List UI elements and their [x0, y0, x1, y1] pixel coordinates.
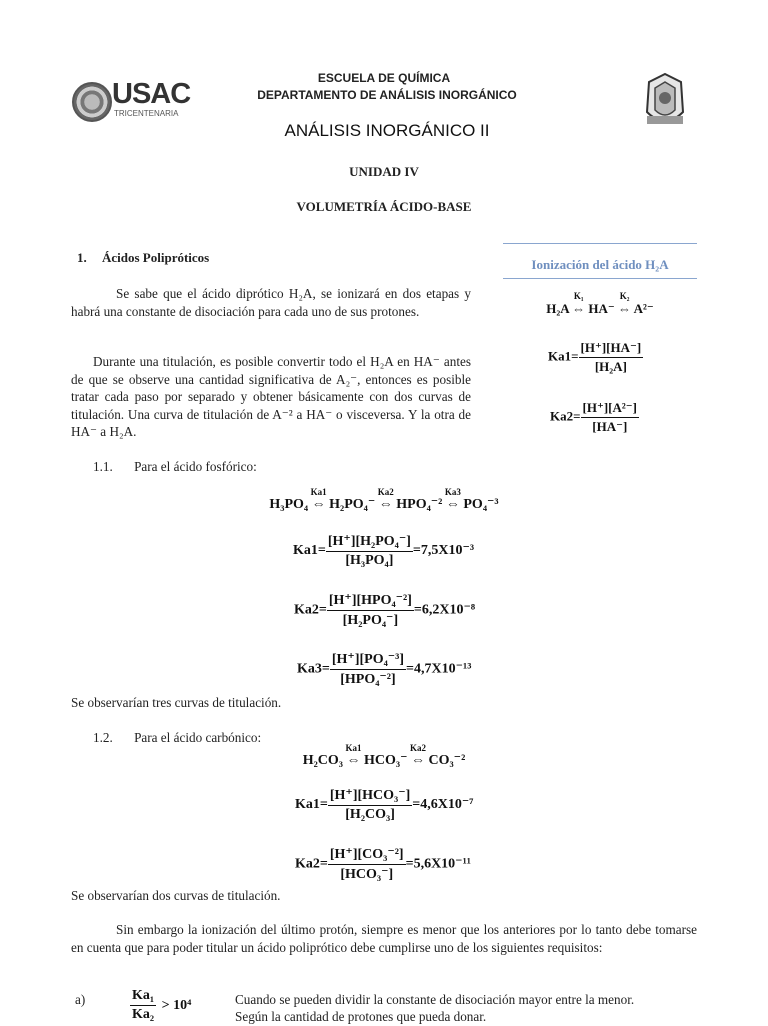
- requirement-a-fraction: [130, 988, 156, 1023]
- carbonic-ka1-value: =4,6X10⁻⁷: [412, 797, 474, 813]
- item-1-2: [93, 729, 261, 747]
- usac-logo-text: USAC: [112, 78, 191, 110]
- species-h2po4: H₂PO₄⁻: [329, 497, 376, 512]
- section-title: Ácidos Polipróticos: [102, 250, 210, 265]
- closing-paragraph: Sin embargo la ionización del último protón, siempre es menor que los anteriores por lo tanto debe tomarse en cuenta que para poder titular un ácido poliprótico debe cumplirse uno de los siguientes requisitos:: [71, 922, 697, 955]
- phosphoric-ka2-num: [H⁺][HPO₄⁻²]: [327, 592, 414, 611]
- sidebar-reaction: [503, 291, 697, 317]
- species-hco3: HCO₃⁻: [364, 753, 408, 768]
- phosphoric-ka2-label: Ka2: [294, 602, 319, 618]
- sidebar-ka1-num: [H⁺][HA⁻]: [579, 340, 644, 358]
- sidebar-k2-label: K₂: [619, 291, 630, 301]
- phosphoric-arrow-2: ⇔ Ka2: [377, 487, 394, 512]
- requirement-a-inequality: > 10⁴: [161, 997, 192, 1013]
- phosphoric-arrow-3: ⇔ Ka3: [444, 487, 461, 512]
- sidebar-ka1-label: Ka1: [548, 348, 572, 364]
- section-number: 1.: [77, 250, 87, 265]
- phosphoric-ka1-value: =7,5X10⁻³: [412, 543, 475, 559]
- sidebar-ka2-fraction: [581, 400, 639, 435]
- sidebar-arrow-1: ⇔ K₁: [572, 291, 586, 316]
- sidebar-top-rule: [503, 243, 697, 244]
- phosphoric-k2-label: Ka2: [377, 487, 394, 497]
- phosphoric-ka1-equation: Ka1= $\frac{\text{[H⁺][H₂PO₄⁻]}}{\text{[H₃PO₄]}}$ =7,5X10⁻³: [293, 534, 475, 568]
- phosphoric-ka3-value: =4,7X10⁻¹³: [406, 661, 472, 677]
- phosphoric-ka3-den: [HPO₄⁻²]: [340, 672, 396, 687]
- species-h2co3: H₂CO₃: [302, 753, 343, 768]
- item-1-2-text: Para el ácido carbónico:: [134, 730, 262, 745]
- species-co3: CO₃⁻²: [428, 753, 466, 768]
- sidebar-species-h2a: H₂A: [546, 301, 569, 316]
- item-1-2-number: 1.2.: [93, 730, 113, 745]
- sidebar-box: [503, 243, 697, 453]
- phosphoric-reaction: [0, 487, 768, 513]
- carbonic-ka2-den: [HCO₃⁻]: [340, 867, 394, 882]
- school-name: ESCUELA DE QUÍMICA: [317, 71, 451, 85]
- carbonic-ka1-den: [H₂CO₃]: [345, 807, 395, 822]
- requirement-a-den: Ka₂: [132, 1007, 155, 1022]
- phosphoric-ka3-num: [H⁺][PO₄⁻³]: [330, 651, 406, 670]
- carbonic-reaction: [0, 743, 768, 769]
- carbonic-ka2-value: =5,6X10⁻¹¹: [405, 856, 471, 872]
- sidebar-species-ha: HA⁻: [588, 301, 615, 316]
- carbonic-arrow-1: ⇔ Ka1: [345, 743, 362, 768]
- phosphoric-ka3-fraction: [330, 651, 406, 688]
- carbonic-arrow-2: ⇔ Ka2: [409, 743, 426, 768]
- carbonic-note: Se observarían dos curvas de titulación.: [71, 888, 281, 903]
- sidebar-k1-label: K₁: [573, 291, 584, 301]
- phosphoric-ka3-label: Ka3: [297, 661, 322, 677]
- phosphoric-ka2-equation: Ka2= $\frac{\text{[H⁺][HPO₄⁻²]}}{\text{[H₂PO₄⁻]}}$ =6,2X10⁻⁸: [294, 593, 476, 628]
- requirement-a-text-1: Cuando se pueden dividir la constante de disociación mayor entre la menor.: [235, 992, 635, 1007]
- item-1-1: [93, 458, 257, 476]
- phosphoric-k1-label: Ka1: [310, 487, 327, 497]
- carbonic-k2-label: Ka2: [409, 743, 426, 753]
- requirement-a-num: Ka₁: [130, 988, 156, 1006]
- phosphoric-ka1-num: [H⁺][H₂PO₄⁻]: [326, 533, 413, 552]
- phosphoric-ka2-den: [H₂PO₄⁻]: [342, 613, 399, 628]
- carbonic-ka1-fraction: [328, 787, 412, 823]
- sidebar-ka2-den: [HA⁻]: [592, 419, 628, 434]
- phosphoric-k3-label: Ka3: [444, 487, 461, 497]
- phosphoric-note: Se observarían tres curvas de titulación.: [71, 695, 282, 710]
- carbonic-ka2-equation: Ka2= $\frac{\text{[H⁺][CO₃⁻²]}}{\text{[HCO₃⁻]}}$ =5,6X10⁻¹¹: [295, 847, 471, 882]
- sidebar-species-a: A²⁻: [633, 301, 654, 316]
- species-hpo4: HPO₄⁻²: [396, 497, 443, 512]
- sidebar-ka2-label: Ka2: [550, 408, 574, 424]
- unit-title: UNIDAD IV: [349, 164, 419, 179]
- course-title: ANÁLISIS INORGÁNICO II: [284, 121, 490, 140]
- carbonic-ka2-fraction: [328, 846, 406, 883]
- carbonic-k1-label: Ka1: [345, 743, 362, 753]
- paragraph-diprotic: Se sabe que el ácido diprótico H₂A, se ionizará en dos etapas y habrá una constante de disociación para cada uno de sus protones.: [71, 286, 471, 319]
- phosphoric-ka3-equation: Ka3= $\frac{\text{[H⁺][PO₄⁻³]}}{\text{[HPO₄⁻²]}}$ =4,7X10⁻¹³: [297, 652, 472, 687]
- sidebar-ka1-fraction: [579, 340, 644, 375]
- phosphoric-ka2-fraction: [327, 592, 414, 629]
- carbonic-ka2-label: Ka2: [295, 856, 320, 872]
- item-1-1-number: 1.1.: [93, 459, 113, 474]
- phosphoric-arrow-1: ⇔ Ka1: [310, 487, 327, 512]
- phosphoric-ka1-fraction: [326, 533, 413, 569]
- topic-title: VOLUMETRÍA ÁCIDO-BASE: [296, 199, 472, 214]
- requirement-a-text-2: Según la cantidad de protones que pueda donar.: [235, 1009, 487, 1024]
- phosphoric-ka1-label: Ka1: [293, 543, 318, 559]
- carbonic-ka1-num: [H⁺][HCO₃⁻]: [328, 787, 412, 806]
- item-1-1-text: Para el ácido fosfórico:: [134, 459, 257, 474]
- requirement-a-label: a): [75, 992, 86, 1007]
- carbonic-ka2-num: [H⁺][CO₃⁻²]: [328, 846, 406, 865]
- usac-logo-subtext: TRICENTENARIA: [114, 109, 179, 118]
- sidebar-ka1-den: [H₂A]: [594, 359, 627, 374]
- sidebar-title-rule: [503, 278, 697, 279]
- phosphoric-ka1-den: [H₃PO₄]: [345, 553, 394, 568]
- carbonic-ka1-label: Ka1: [295, 797, 320, 813]
- requirement-a-formula: [130, 988, 191, 1023]
- sidebar-title: Ionización del ácido H₂A: [531, 257, 669, 272]
- department-name: DEPARTAMENTO DE ANÁLISIS INORGÁNICO: [257, 88, 517, 102]
- section-heading: [77, 250, 209, 266]
- sidebar-arrow-2: ⇔ K₂: [618, 291, 632, 316]
- paragraph-titration: Durante una titulación, es posible convertir todo el H₂A en HA⁻ antes de que se observe una cantidad significativa de A₂⁻, entonces es posible tratar cada paso por separado y obtener básicamente con dos curvas de titulación. Una curva de titulación de A⁻² a HA⁻ o visceversa. Y la otra de HA⁻ a H₂A.: [71, 354, 471, 439]
- carbonic-ka1-equation: Ka1= $\frac{\text{[H⁺][HCO₃⁻]}}{\text{[H₂CO₃]}}$ =4,6X10⁻⁷: [295, 788, 474, 822]
- sidebar-ka2-equation: Ka2= $\frac{\text{[H⁺][A²⁻]}}{[HA^-]}$: [550, 400, 637, 434]
- species-h3po4: H₃PO₄: [269, 497, 309, 512]
- sidebar-ka2-num: [H⁺][A²⁻]: [581, 400, 639, 418]
- phosphoric-ka2-value: =6,2X10⁻⁸: [413, 602, 476, 618]
- species-po4: PO₄⁻³: [463, 497, 499, 512]
- sidebar-ka1-equation: Ka1= $\frac{[H^+][HA^-]}{\text{[H₂A]}}$: [548, 340, 642, 374]
